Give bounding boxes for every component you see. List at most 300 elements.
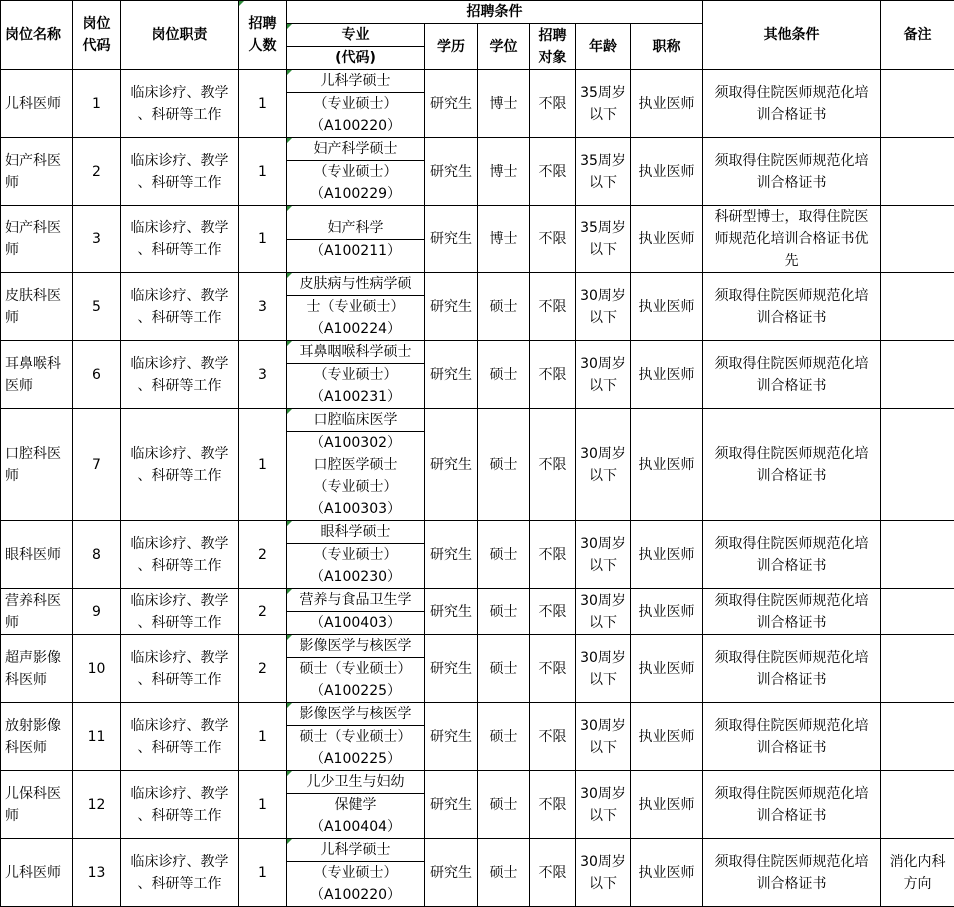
cell-post-name: [1, 206, 73, 273]
cell-major: [287, 138, 425, 206]
cell-title: 执业医师: [631, 70, 703, 138]
cell-degree: 硕士: [478, 703, 530, 771]
cell-remark: [881, 273, 954, 341]
duties-line: 、科研等工作: [123, 375, 236, 397]
cell-post-name: [1, 703, 73, 771]
cell-target: 不限: [530, 703, 576, 771]
cell-remark: [881, 839, 954, 907]
cell-major: [287, 70, 425, 138]
cell-education: 研究生: [425, 839, 478, 907]
cell-other: [703, 273, 881, 341]
post-name-line: 儿科医师: [5, 862, 70, 884]
cell-major: [287, 589, 425, 635]
cell-target: 不限: [530, 589, 576, 635]
header-age: 年龄: [576, 24, 631, 70]
cell-other: [703, 409, 881, 521]
cell-age: [576, 635, 631, 703]
post-name-line: 耳鼻喉科: [5, 353, 70, 375]
cell-post-code: 3: [73, 206, 121, 273]
cell-post-name: [1, 635, 73, 703]
post-name-line: 科医师: [5, 737, 70, 759]
cell-education: 研究生: [425, 70, 478, 138]
duties-line: 临床诊疗、教学: [123, 150, 236, 172]
major-line: 儿少卫生与妇幼: [287, 771, 424, 793]
cell-count: 2: [239, 635, 287, 703]
header-major-code: (代码): [287, 47, 425, 70]
age-line: 30周岁: [578, 851, 628, 873]
post-name-line: 放射影像: [5, 715, 70, 737]
duties-line: 临床诊疗、教学: [123, 851, 236, 873]
major-line: （专业硕士）: [287, 861, 424, 884]
post-name-line: 营养科医: [5, 590, 70, 612]
major-line: （A100220）: [287, 884, 424, 906]
cell-count: 2: [239, 521, 287, 589]
duties-line: 临床诊疗、教学: [123, 590, 236, 612]
post-name-line: 师: [5, 239, 70, 261]
table-row: [1, 273, 954, 341]
cell-duties: [121, 206, 239, 273]
major-line: 儿科学硕士: [287, 70, 424, 92]
other-line: 须取得住院医师规范化培: [705, 783, 878, 805]
cell-title: 执业医师: [631, 771, 703, 839]
post-name-line: 师: [5, 805, 70, 827]
cell-remark: [881, 138, 954, 206]
header-degree: 学位: [478, 24, 530, 70]
cell-other: [703, 521, 881, 589]
cell-target: 不限: [530, 839, 576, 907]
major-line: （A100403）: [287, 611, 424, 634]
cell-other: [703, 206, 881, 273]
cell-count: 1: [239, 206, 287, 273]
post-name-line: 师: [5, 172, 70, 194]
cell-remark: [881, 771, 954, 839]
header-conditions: 招聘条件: [287, 1, 703, 24]
cell-age: [576, 273, 631, 341]
table-row: [1, 206, 954, 273]
cell-post-name: [1, 409, 73, 521]
cell-other: [703, 635, 881, 703]
post-name-line: 科医师: [5, 669, 70, 691]
cell-major: [287, 635, 425, 703]
cell-major: [287, 703, 425, 771]
cell-count: 2: [239, 589, 287, 635]
cell-remark: [881, 341, 954, 409]
major-line: （A100225）: [287, 680, 424, 702]
cell-post-name: [1, 589, 73, 635]
age-line: 以下: [578, 307, 628, 329]
other-line: 训合格证书: [705, 172, 878, 194]
cell-title: 执业医师: [631, 409, 703, 521]
cell-title: 执业医师: [631, 521, 703, 589]
post-name-line: 儿科医师: [5, 93, 70, 115]
age-line: 以下: [578, 172, 628, 194]
cell-post-name: [1, 839, 73, 907]
header-post-code: 岗位 代码: [73, 1, 121, 70]
cell-major: [287, 341, 425, 409]
cell-duties: [121, 839, 239, 907]
cell-education: 研究生: [425, 273, 478, 341]
age-line: 以下: [578, 669, 628, 691]
cell-education: 研究生: [425, 635, 478, 703]
cell-count: 1: [239, 771, 287, 839]
duties-line: 、科研等工作: [123, 612, 236, 634]
post-name-line: 口腔科医: [5, 443, 70, 465]
major-line: （A100224）: [287, 318, 424, 340]
age-line: 以下: [578, 737, 628, 759]
cell-target: 不限: [530, 206, 576, 273]
cell-target: 不限: [530, 138, 576, 206]
other-line: 须取得住院医师规范化培: [705, 590, 878, 612]
age-line: 以下: [578, 465, 628, 487]
cell-count: 1: [239, 703, 287, 771]
cell-post-code: 13: [73, 839, 121, 907]
duties-line: 临床诊疗、教学: [123, 715, 236, 737]
cell-duties: [121, 409, 239, 521]
cell-age: [576, 206, 631, 273]
header-target: 招聘 对象: [530, 24, 576, 70]
other-line: 训合格证书: [705, 104, 878, 126]
age-line: 以下: [578, 805, 628, 827]
cell-degree: 博士: [478, 206, 530, 273]
major-line: 营养与食品卫生学: [287, 589, 424, 611]
duties-line: 临床诊疗、教学: [123, 82, 236, 104]
post-name-line: 师: [5, 307, 70, 329]
duties-line: 临床诊疗、教学: [123, 217, 236, 239]
major-line: 儿科学硕士: [287, 839, 424, 861]
table-row: [1, 341, 954, 409]
cell-target: 不限: [530, 273, 576, 341]
other-line: 训合格证书: [705, 555, 878, 577]
cell-remark: [881, 206, 954, 273]
major-line: （A100303）: [287, 498, 424, 520]
cell-duties: [121, 273, 239, 341]
age-line: 35周岁: [578, 82, 628, 104]
other-line: 师规范化培训合格证书优: [705, 228, 878, 250]
age-line: 30周岁: [578, 715, 628, 737]
cell-degree: 博士: [478, 70, 530, 138]
cell-education: 研究生: [425, 341, 478, 409]
major-line: （A100230）: [287, 566, 424, 588]
other-line: 须取得住院医师规范化培: [705, 285, 878, 307]
major-line: 硕士（专业硕士）: [287, 725, 424, 748]
major-line: （A100404）: [287, 816, 424, 838]
age-line: 30周岁: [578, 783, 628, 805]
cell-major: [287, 206, 425, 273]
cell-target: 不限: [530, 341, 576, 409]
cell-target: 不限: [530, 70, 576, 138]
other-line: 须取得住院医师规范化培: [705, 715, 878, 737]
cell-post-code: 11: [73, 703, 121, 771]
cell-age: [576, 589, 631, 635]
cell-remark: [881, 521, 954, 589]
duties-line: 、科研等工作: [123, 239, 236, 261]
cell-other: [703, 839, 881, 907]
table-row: [1, 703, 954, 771]
cell-title: 执业医师: [631, 138, 703, 206]
post-name-line: 师: [5, 465, 70, 487]
cell-degree: 硕士: [478, 589, 530, 635]
post-name-line: 眼科医师: [5, 544, 70, 566]
major-line: （A100220）: [287, 115, 424, 137]
cell-count: 3: [239, 341, 287, 409]
duties-line: 、科研等工作: [123, 669, 236, 691]
table-row: [1, 409, 954, 521]
cell-education: 研究生: [425, 589, 478, 635]
other-line: 须取得住院医师规范化培: [705, 353, 878, 375]
major-line: （专业硕士）: [287, 92, 424, 115]
post-name-line: 皮肤科医: [5, 285, 70, 307]
header-other: 其他条件: [703, 1, 881, 70]
cell-post-code: 8: [73, 521, 121, 589]
cell-major: [287, 409, 425, 521]
cell-degree: 硕士: [478, 839, 530, 907]
cell-post-code: 10: [73, 635, 121, 703]
cell-target: 不限: [530, 771, 576, 839]
other-line: 训合格证书: [705, 669, 878, 691]
other-line: 训合格证书: [705, 737, 878, 759]
other-line: 先: [705, 250, 878, 272]
header-major: 专业: [287, 24, 425, 47]
cell-other: [703, 703, 881, 771]
cell-remark: [881, 703, 954, 771]
post-name-line: 超声影像: [5, 647, 70, 669]
cell-title: 执业医师: [631, 206, 703, 273]
table-row: [1, 138, 954, 206]
major-line: （A100231）: [287, 386, 424, 408]
cell-degree: 博士: [478, 138, 530, 206]
table-row: [1, 70, 954, 138]
cell-post-code: 7: [73, 409, 121, 521]
cell-post-code: 12: [73, 771, 121, 839]
cell-title: 执业医师: [631, 635, 703, 703]
major-line: 皮肤病与性病学硕: [287, 273, 424, 295]
cell-title: 执业医师: [631, 589, 703, 635]
age-line: 以下: [578, 612, 628, 634]
header-post-name: 岗位名称: [1, 1, 73, 70]
duties-line: 、科研等工作: [123, 555, 236, 577]
duties-line: 临床诊疗、教学: [123, 533, 236, 555]
cell-degree: 硕士: [478, 273, 530, 341]
cell-major: [287, 273, 425, 341]
cell-post-code: 2: [73, 138, 121, 206]
cell-age: [576, 138, 631, 206]
cell-post-code: 1: [73, 70, 121, 138]
cell-remark: [881, 409, 954, 521]
cell-post-name: [1, 521, 73, 589]
duties-line: 、科研等工作: [123, 172, 236, 194]
post-name-line: 儿保科医: [5, 783, 70, 805]
duties-line: 临床诊疗、教学: [123, 285, 236, 307]
cell-age: [576, 771, 631, 839]
post-name-line: 妇产科医: [5, 150, 70, 172]
cell-education: 研究生: [425, 703, 478, 771]
cell-count: 1: [239, 839, 287, 907]
cell-age: [576, 839, 631, 907]
cell-duties: [121, 138, 239, 206]
cell-remark: [881, 70, 954, 138]
major-line: 保健学: [287, 793, 424, 816]
major-line: （A100229）: [287, 183, 424, 205]
age-line: 以下: [578, 375, 628, 397]
header-remark: 备注: [881, 1, 954, 70]
cell-post-name: [1, 70, 73, 138]
cell-degree: 硕士: [478, 635, 530, 703]
duties-line: 、科研等工作: [123, 873, 236, 895]
major-line: 眼科学硕士: [287, 521, 424, 543]
age-line: 以下: [578, 104, 628, 126]
major-line: （专业硕士）: [287, 543, 424, 566]
cell-duties: [121, 521, 239, 589]
cell-major: [287, 839, 425, 907]
cell-post-name: [1, 273, 73, 341]
cell-post-code: 5: [73, 273, 121, 341]
major-line: （专业硕士）: [287, 476, 424, 498]
major-line: （A100225）: [287, 748, 424, 770]
cell-degree: 硕士: [478, 771, 530, 839]
duties-line: 临床诊疗、教学: [123, 443, 236, 465]
cell-title: 执业医师: [631, 839, 703, 907]
cell-education: 研究生: [425, 771, 478, 839]
duties-line: 临床诊疗、教学: [123, 353, 236, 375]
cell-other: [703, 589, 881, 635]
cell-count: 3: [239, 273, 287, 341]
cell-age: [576, 703, 631, 771]
other-line: 训合格证书: [705, 805, 878, 827]
cell-duties: [121, 589, 239, 635]
cell-duties: [121, 70, 239, 138]
cell-education: 研究生: [425, 521, 478, 589]
cell-title: 执业医师: [631, 703, 703, 771]
duties-line: 临床诊疗、教学: [123, 783, 236, 805]
post-name-line: 妇产科医: [5, 217, 70, 239]
other-line: 须取得住院医师规范化培: [705, 82, 878, 104]
cell-post-code: 6: [73, 341, 121, 409]
cell-age: [576, 70, 631, 138]
cell-title: 执业医师: [631, 341, 703, 409]
age-line: 以下: [578, 555, 628, 577]
table-row: [1, 589, 954, 635]
other-line: 科研型博士，取得住院医: [705, 206, 878, 228]
major-line: 妇产科学硕士: [287, 138, 424, 160]
cell-age: [576, 341, 631, 409]
other-line: 须取得住院医师规范化培: [705, 851, 878, 873]
cell-degree: 硕士: [478, 341, 530, 409]
cell-duties: [121, 341, 239, 409]
cell-title: 执业医师: [631, 273, 703, 341]
duties-line: 、科研等工作: [123, 104, 236, 126]
cell-age: [576, 409, 631, 521]
major-line: 耳鼻咽喉科学硕士: [287, 341, 424, 363]
cell-count: 1: [239, 70, 287, 138]
header-title: 职称: [631, 24, 703, 70]
cell-post-code: 9: [73, 589, 121, 635]
duties-line: 、科研等工作: [123, 805, 236, 827]
other-line: 训合格证书: [705, 873, 878, 895]
cell-education: 研究生: [425, 138, 478, 206]
cell-duties: [121, 771, 239, 839]
cell-other: [703, 341, 881, 409]
cell-duties: [121, 635, 239, 703]
major-line: （A100302）: [287, 431, 424, 454]
other-line: 须取得住院医师规范化培: [705, 647, 878, 669]
duties-line: 、科研等工作: [123, 465, 236, 487]
cell-major: [287, 771, 425, 839]
age-line: 以下: [578, 873, 628, 895]
cell-other: [703, 771, 881, 839]
major-line: 妇产科学: [287, 217, 424, 239]
cell-other: [703, 138, 881, 206]
cell-education: 研究生: [425, 409, 478, 521]
cell-education: 研究生: [425, 206, 478, 273]
duties-line: 、科研等工作: [123, 737, 236, 759]
duties-line: 、科研等工作: [123, 307, 236, 329]
age-line: 35周岁: [578, 217, 628, 239]
table-row: [1, 771, 954, 839]
table-row: [1, 839, 954, 907]
other-line: 训合格证书: [705, 307, 878, 329]
other-line: 训合格证书: [705, 375, 878, 397]
other-line: 训合格证书: [705, 465, 878, 487]
post-name-line: 师: [5, 612, 70, 634]
cell-count: 1: [239, 138, 287, 206]
other-line: 须取得住院医师规范化培: [705, 443, 878, 465]
cell-target: 不限: [530, 635, 576, 703]
major-line: 口腔医学硕士: [287, 454, 424, 476]
cell-degree: 硕士: [478, 521, 530, 589]
cell-post-name: [1, 138, 73, 206]
cell-remark: [881, 635, 954, 703]
major-line: 影像医学与核医学: [287, 635, 424, 657]
remark-line: 消化内科: [883, 851, 952, 873]
other-line: 训合格证书: [705, 612, 878, 634]
major-line: （A100211）: [287, 239, 424, 262]
cell-target: 不限: [530, 521, 576, 589]
cell-duties: [121, 703, 239, 771]
cell-other: [703, 70, 881, 138]
other-line: 须取得住院医师规范化培: [705, 533, 878, 555]
major-line: 硕士（专业硕士）: [287, 657, 424, 680]
age-line: 以下: [578, 239, 628, 261]
table-row: [1, 635, 954, 703]
major-line: 士（专业硕士）: [287, 295, 424, 318]
cell-age: [576, 521, 631, 589]
remark-line: 方向: [883, 873, 952, 895]
cell-post-name: [1, 341, 73, 409]
age-line: 30周岁: [578, 353, 628, 375]
table-row: [1, 521, 954, 589]
age-line: 30周岁: [578, 533, 628, 555]
cell-major: [287, 521, 425, 589]
cell-target: 不限: [530, 409, 576, 521]
cell-count: 1: [239, 409, 287, 521]
major-line: （专业硕士）: [287, 363, 424, 386]
header-count: 招聘 人数: [239, 1, 287, 70]
cell-degree: 硕士: [478, 409, 530, 521]
major-line: （专业硕士）: [287, 160, 424, 183]
age-line: 30周岁: [578, 590, 628, 612]
major-line: 影像医学与核医学: [287, 703, 424, 725]
header-duties: 岗位职责: [121, 1, 239, 70]
duties-line: 临床诊疗、教学: [123, 647, 236, 669]
header-education: 学历: [425, 24, 478, 70]
other-line: 须取得住院医师规范化培: [705, 150, 878, 172]
age-line: 35周岁: [578, 150, 628, 172]
age-line: 30周岁: [578, 285, 628, 307]
age-line: 30周岁: [578, 443, 628, 465]
cell-post-name: [1, 771, 73, 839]
major-line: 口腔临床医学: [287, 409, 424, 431]
post-name-line: 医师: [5, 375, 70, 397]
